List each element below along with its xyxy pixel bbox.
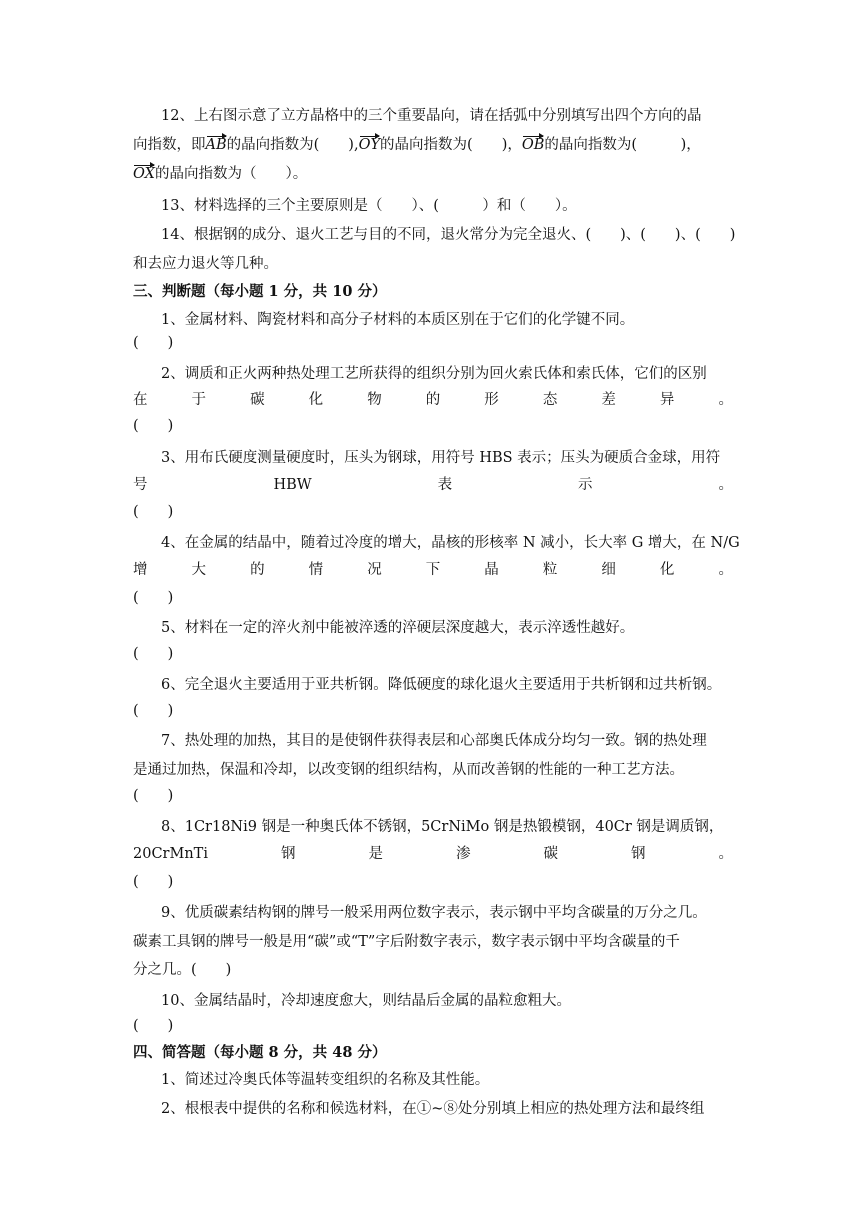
s3-q4-line2	[133, 560, 733, 580]
s3-q4-word: 细	[601, 562, 616, 578]
s3-q1: 1、金属材料、陶瓷材料和高分子材料的本质区别在于它们的化学键不同。	[161, 312, 635, 328]
s3-q2-word: 差	[601, 392, 616, 408]
s3-q4-word: 晶	[484, 562, 499, 578]
s3-q8-word: 钢	[280, 846, 296, 862]
s3-q2-word: 态	[542, 392, 558, 408]
s3-q6-paren: ( )	[133, 703, 174, 719]
q12-line2	[133, 135, 733, 155]
q14-line2: 和去应力退火等几种。	[133, 256, 278, 272]
s3-q2-line2	[133, 390, 733, 410]
s3-q5-paren: ( )	[133, 646, 174, 662]
q12-line3	[133, 164, 733, 184]
s3-q8-paren: ( )	[133, 874, 174, 890]
s3-q4-word: 大	[191, 562, 207, 578]
s3-q4-word: 增	[133, 562, 148, 578]
s3-q4-word: 情	[308, 562, 324, 578]
s3-q5: 5、材料在一定的淬火剂中能被淬透的淬硬层深度越大，表示淬透性越好。	[161, 620, 635, 636]
s3-q4-word: 下	[425, 562, 441, 578]
s3-q4-word: 化	[659, 562, 675, 578]
s3-q9-line1: 9、优质碳素结构钢的牌号一般采用两位数字表示，表示钢中平均含碳量的万分之几。	[161, 905, 707, 921]
q12-text-d: 的晶向指数为( )，	[544, 137, 701, 153]
s3-q8-word: 是	[368, 846, 383, 862]
s3-q4-word: 。	[718, 562, 733, 578]
s3-q8-line1: 8、1Cr18Ni9 钢是一种奥氏体不锈钢，5CrNiMo 钢是热锻模钢，40Cr 钢是调质钢，	[161, 819, 724, 835]
s3-q2-word: 的	[425, 392, 441, 408]
vector-ab: AB	[205, 137, 227, 153]
q12-text-e: 的晶向指数为（ ）。	[154, 166, 308, 182]
s3-q8-word: 20CrMnTi	[133, 846, 208, 862]
s3-q6: 6、完全退火主要适用于亚共析钢。降低硬度的球化退火主要适用于共析钢和过共析钢。	[161, 677, 722, 693]
s3-q2-word: 化	[308, 392, 324, 408]
s4-q2: 2、根根表中提供的名称和候选材料，在①~⑧处分别填上相应的热处理方法和最终组	[161, 1101, 705, 1117]
s3-q4-word: 粒	[542, 562, 558, 578]
s3-q3-line2	[133, 475, 733, 495]
s3-q7-line2: 是通过加热，保温和冷却，以改变钢的组织结构，从而改善钢的性能的一种工艺方法。	[133, 762, 684, 778]
s3-q2-word: 异	[659, 392, 675, 408]
s3-q4-line1: 4、在金属的结晶中，随着过冷度的增大，晶核的形核率 N 减小，长大率 G 增大，在 N/G	[161, 535, 740, 551]
s3-q8-word: 渗	[455, 846, 471, 862]
s3-q8-word: 碳	[543, 846, 558, 862]
s3-q2-paren: ( )	[133, 418, 174, 434]
s3-q8-line2	[133, 844, 733, 864]
s3-q3-word: 。	[718, 477, 733, 493]
s3-q2-word: 。	[718, 392, 733, 408]
s3-q10: 10、金属结晶时，冷却速度愈大，则结晶后金属的晶粒愈粗大。	[161, 993, 571, 1009]
s3-q4-word: 的	[250, 562, 265, 578]
s4-q1: 1、简述过冷奥氏体等温转变组织的名称及其性能。	[161, 1072, 490, 1088]
s3-q2-word: 物	[367, 392, 382, 408]
s3-q3-word: 表	[437, 477, 453, 493]
s3-q3-word: HBW	[273, 477, 312, 493]
s3-q7-line1: 7、热处理的加热，其目的是使钢件获得表层和心部奥氏体成分均匀一致。钢的热处理	[161, 733, 707, 749]
section4-heading: 四、简答题（每小题 8 分，共 48 分）	[133, 1044, 387, 1061]
q13-line: 13、材料选择的三个主要原则是（ ）、( ）和（ ）。	[161, 198, 577, 214]
s3-q1-paren: ( )	[133, 335, 174, 351]
s3-q3-word: 示	[578, 477, 593, 493]
s3-q3-paren: ( )	[133, 504, 174, 520]
s3-q2-word: 形	[484, 392, 499, 408]
s3-q8-word: 。	[718, 846, 733, 862]
section3-heading: 三、判断题（每小题 1 分，共 10 分）	[133, 283, 387, 300]
s3-q2-word: 在	[133, 392, 148, 408]
s3-q2-word: 于	[191, 392, 207, 408]
s3-q9-line2: 碳素工具钢的牌号一般是用“碳”或“T”字后附数字表示，数字表示钢中平均含碳量的千	[133, 934, 680, 950]
s3-q9-line3: 分之几。( )	[133, 962, 232, 978]
vector-ob: OB	[521, 137, 545, 153]
s3-q3-word: 号	[133, 477, 148, 493]
q12-text-b: 的晶向指数为( ),	[226, 137, 359, 153]
s3-q2-word: 碳	[250, 392, 265, 408]
s3-q7-paren: ( )	[133, 788, 174, 804]
q12-line1: 12、上右图示意了立方晶格中的三个重要晶向，请在括弧中分别填写出四个方向的晶	[161, 108, 702, 124]
vector-oy: OY	[358, 137, 381, 153]
s3-q8-word: 钢	[630, 846, 646, 862]
s3-q4-paren: ( )	[133, 590, 174, 606]
s3-q3-line1: 3、用布氏硬度测量硬度时，压头为钢球，用符号 HBS 表示；压头为硬质合金球，用符	[161, 450, 721, 466]
q12-text-a: 向指数，即	[133, 137, 206, 153]
s3-q4-word: 况	[367, 562, 382, 578]
q14-line1: 14、根据钢的成分、退火工艺与目的不同，退火常分为完全退火、( )、( )、( )	[161, 227, 736, 243]
s3-q2-line1: 2、调质和正火两种热处理工艺所获得的组织分别为回火索氏体和索氏体，它们的区别	[161, 366, 707, 382]
vector-ox: OX	[133, 166, 155, 182]
s3-q10-paren: ( )	[133, 1018, 174, 1034]
q12-text-c: 的晶向指数为( )，	[380, 137, 522, 153]
